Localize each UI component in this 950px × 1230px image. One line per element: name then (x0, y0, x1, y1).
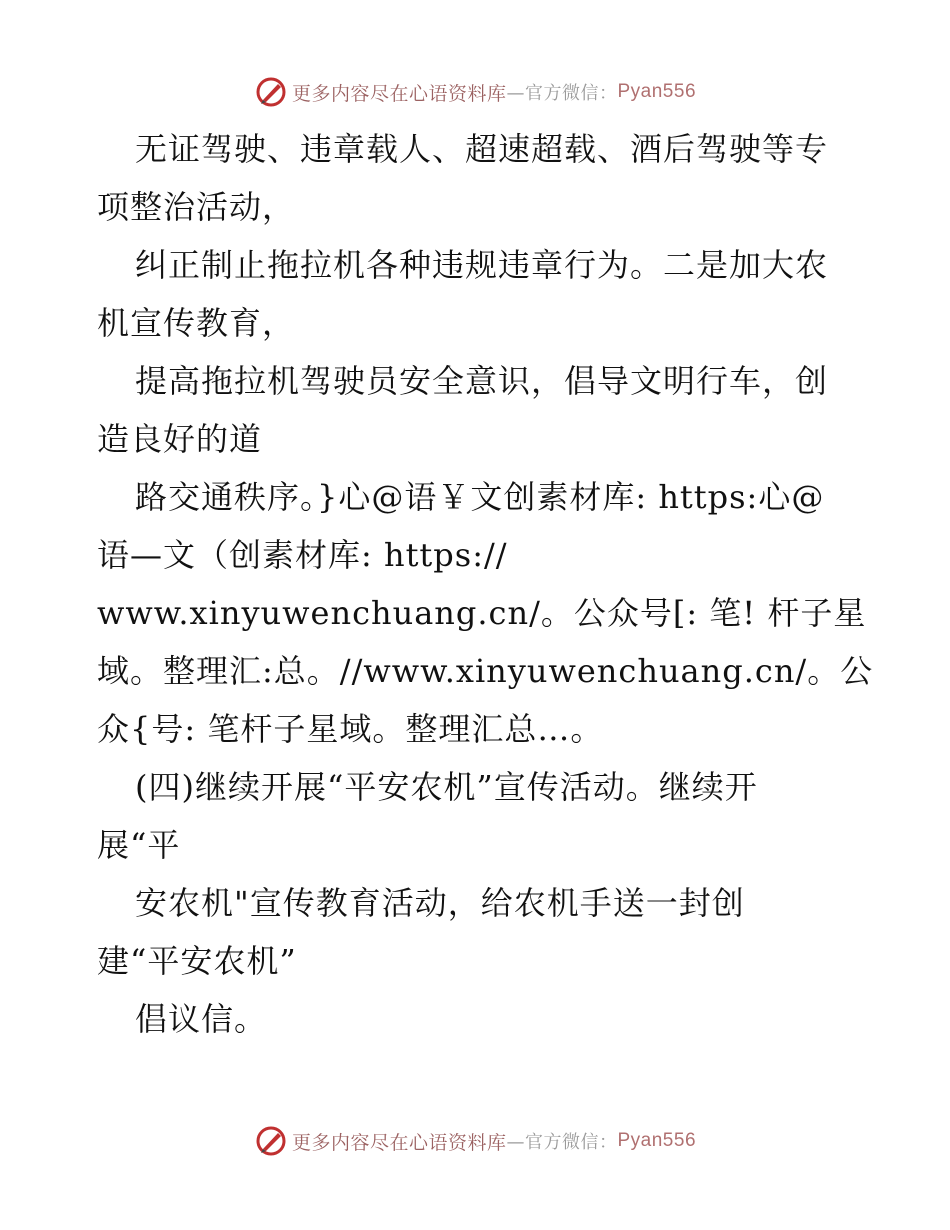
body-line: 项整治活动， (97, 188, 296, 226)
body-line: 语—文（创素材库: https:// (97, 536, 508, 574)
body-line: 域。整理汇:总。//www.xinyuwenchuang.cn/。公 (97, 652, 874, 690)
pen-circle-logo-icon (254, 1124, 288, 1158)
body-line: 纠正制止拖拉机各种违规违章行为。二是加大农 (135, 246, 829, 284)
body-line: 造良好的道 (97, 420, 263, 458)
footer-separator: —官方微信： (506, 1132, 618, 1153)
body-line: www.xinyuwenchuang.cn/。公众号[: 笔! 杆子星 (97, 594, 867, 632)
body-line: 展“平 (97, 826, 181, 864)
body-line: 安农机"宣传教育活动，给农机手送一封创 (135, 884, 745, 922)
body-line: 倡议信。 (135, 1000, 268, 1038)
body-line: 路交通秩序。}心@语￥文创素材库: https:心@ (135, 478, 825, 516)
footer-account: Pyan556 (617, 1130, 697, 1151)
body-line: 机宣传教育， (97, 304, 296, 342)
footer-banner (0, 1121, 950, 1161)
header-title: 更多内容尽在心语资料库 (291, 82, 507, 105)
body-line: 众{号: 笔杆子星域。整理汇总…。 (97, 710, 604, 748)
body-line: 提高拖拉机驾驶员安全意识，倡导文明行车，创 (135, 362, 829, 400)
footer-title: 更多内容尽在心语资料库 (291, 1131, 507, 1154)
pen-circle-logo-icon (254, 75, 288, 109)
header-account: Pyan556 (617, 81, 697, 102)
header-separator: —官方微信： (506, 83, 618, 104)
document-body (97, 120, 874, 1048)
header-banner (0, 72, 950, 112)
body-line: (四)继续开展“平安农机”宣传活动。继续开 (135, 768, 758, 806)
body-line: 建“平安农机” (97, 942, 297, 980)
body-line: 无证驾驶、违章载人、超速超载、酒后驾驶等专 (135, 130, 829, 168)
